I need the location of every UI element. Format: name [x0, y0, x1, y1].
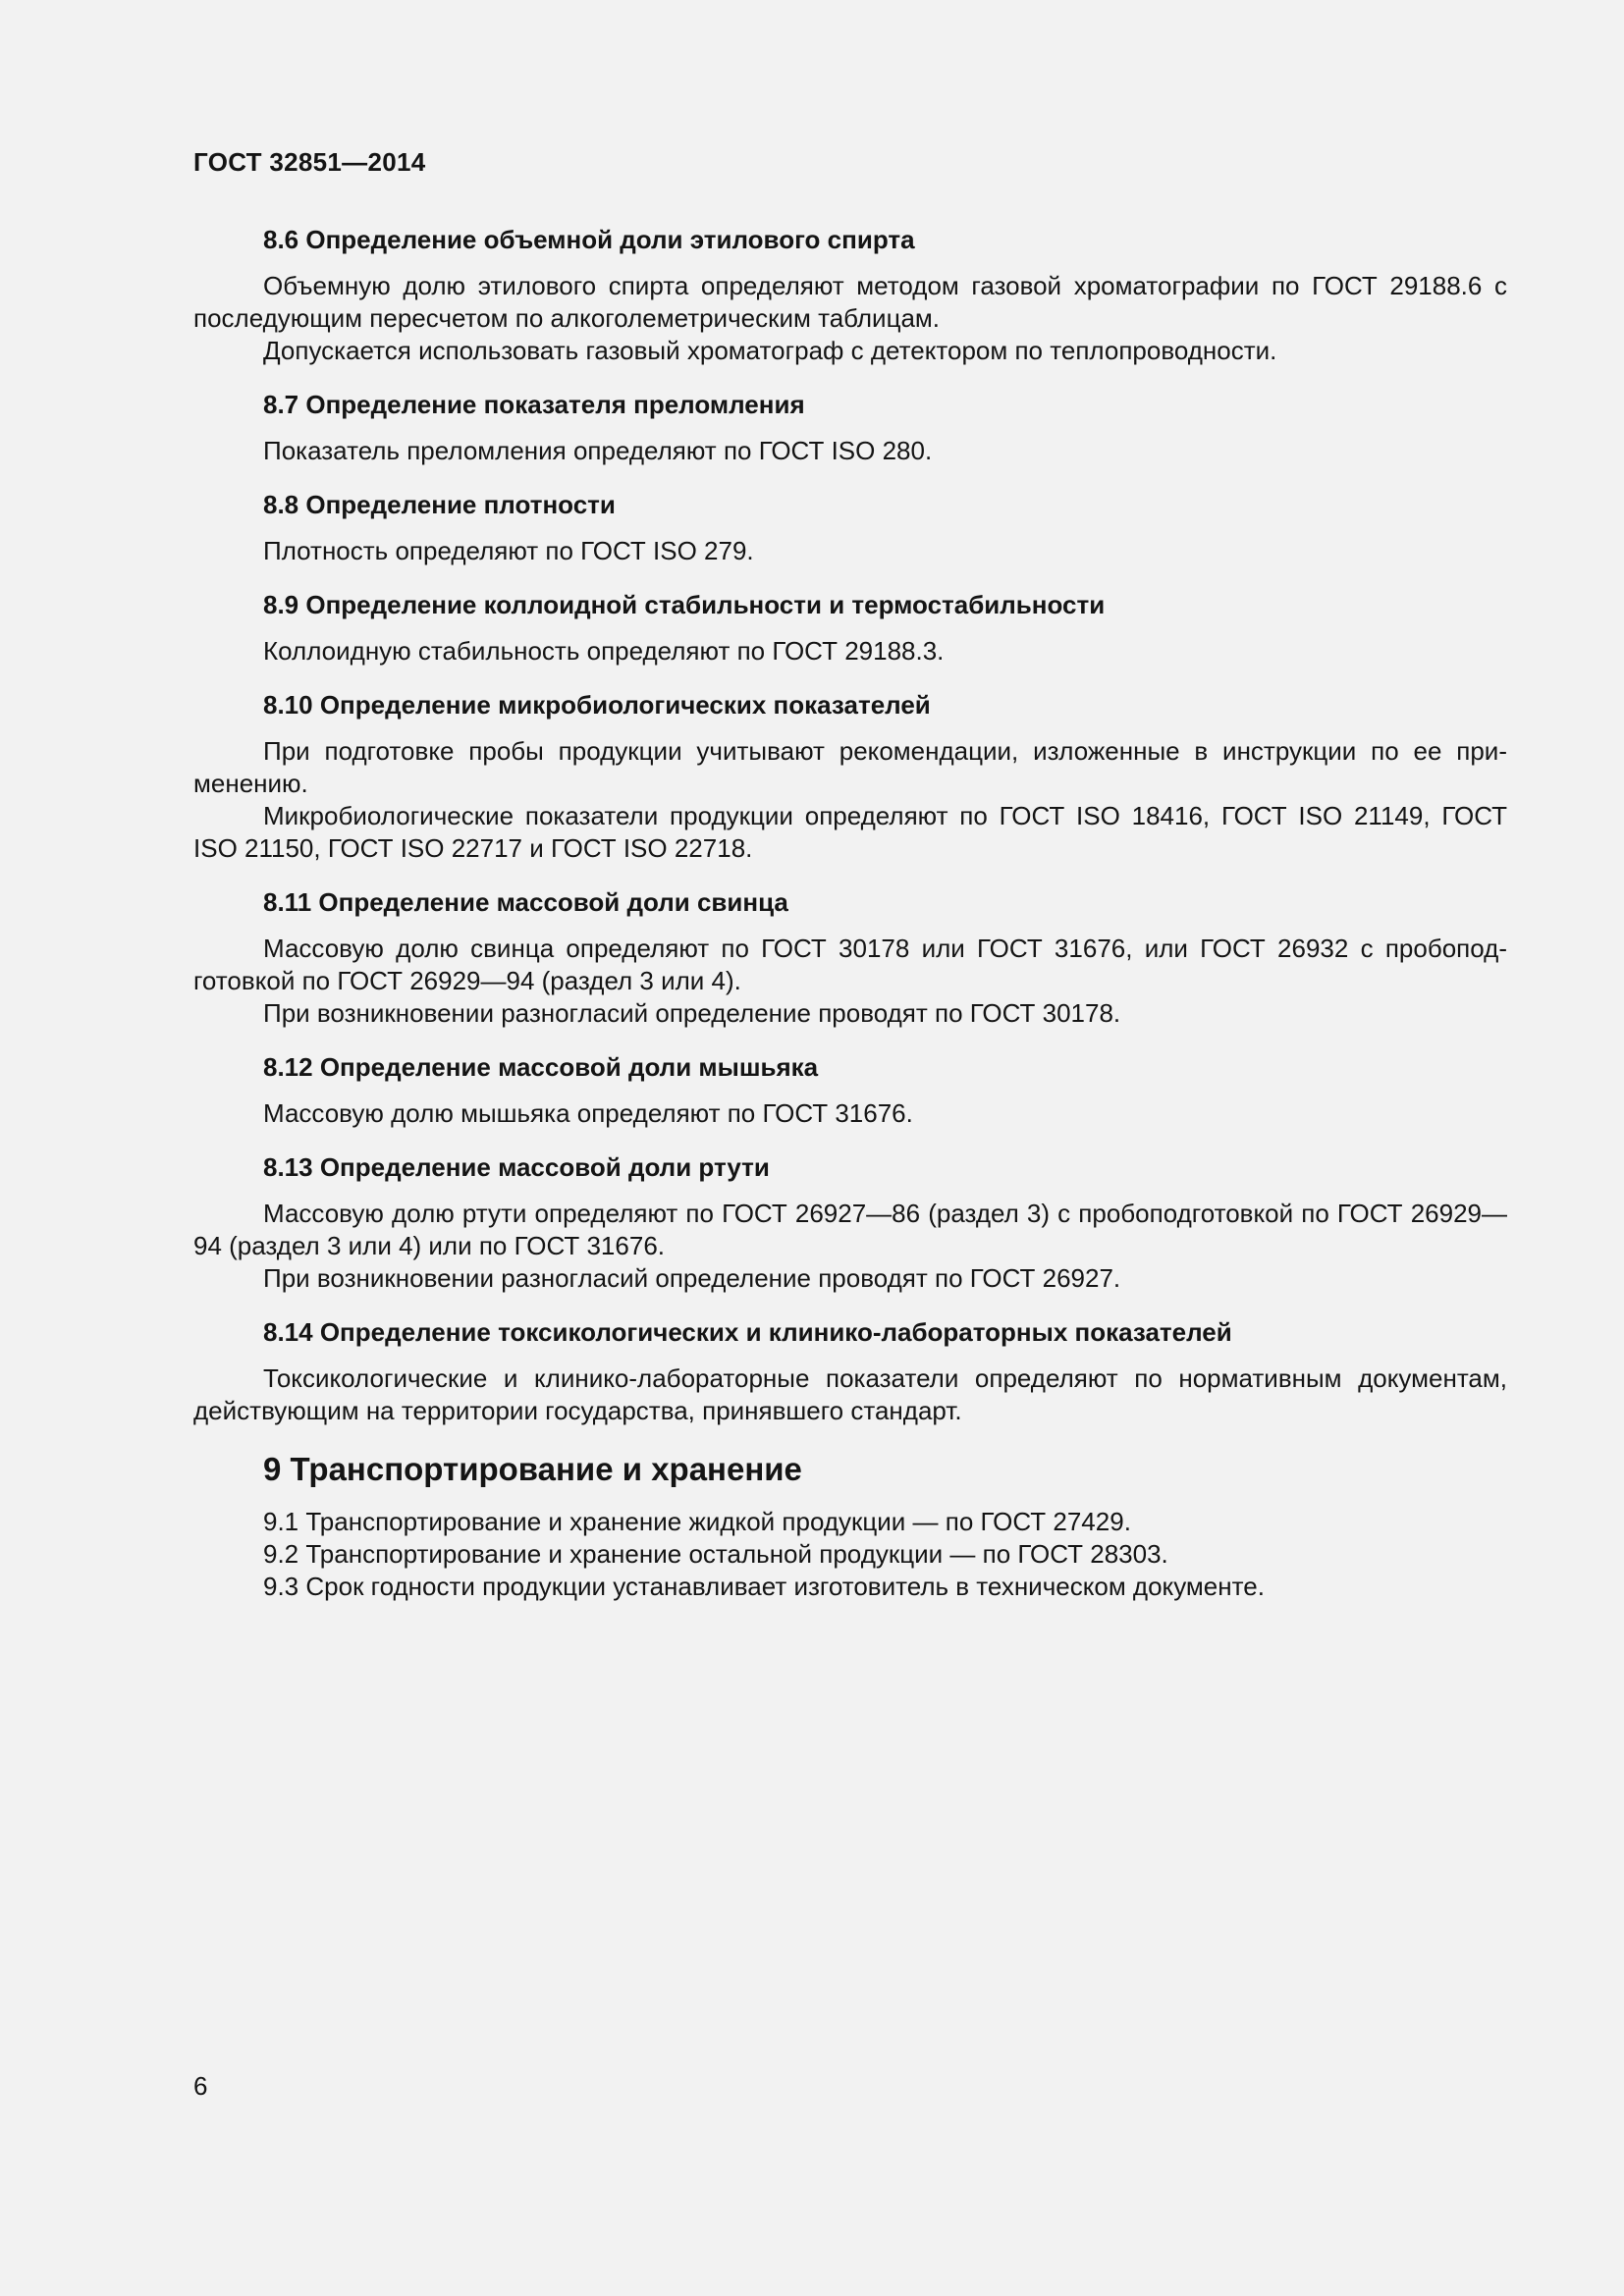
paragraph: Массовую долю ртути определяют по ГОСТ 26927—86 (раздел 3) с пробоподготовкой по ГОСТ 26929—94 (раздел 3 или 4) или по ГОСТ 31676.: [193, 1199, 1507, 1260]
paragraph: Допускается использовать газовый хроматограф с детектором по теплопроводности.: [263, 336, 1277, 365]
paragraph: При подготовке пробы продукции учитывают рекомендации, изложенные в инструкции по ее применению.: [193, 736, 1507, 798]
section-title: 8.13 Определение массовой доли ртути: [263, 1152, 770, 1182]
section-8-9: [193, 589, 1507, 667]
paragraph: 9.3 Срок годности продукции устанавливает изготовитель в техническом документе.: [263, 1572, 1265, 1601]
paragraph: Массовую долю свинца определяют по ГОСТ 30178 или ГОСТ 31676, или ГОСТ 26932 с пробоподготовкой по ГОСТ 26929—94 (раздел 3 или 4).: [193, 934, 1507, 995]
paragraph: Микробиологические показатели продукции определяют по ГОСТ ISO 18416, ГОСТ ISO 21149, ГОСТ ISO 21150, ГОСТ ISO 22717 и ГОСТ ISO 22718.: [193, 801, 1507, 863]
paragraph: 9.2 Транспортирование и хранение остальной продукции — по ГОСТ 28303.: [263, 1539, 1168, 1569]
section-title: 8.12 Определение массовой доли мышьяка: [263, 1052, 819, 1082]
section-8-11: [193, 886, 1507, 1030]
chapter-title: 9 Транспортирование и хранение: [263, 1451, 802, 1487]
paragraph: Коллоидную стабильность определяют по ГОСТ 29188.3.: [263, 636, 945, 666]
section-title: 8.14 Определение токсикологических и клинико-лабораторных показателей: [263, 1317, 1232, 1347]
paragraph: Показатель преломления определяют по ГОСТ ISO 280.: [263, 436, 933, 465]
section-8-6: [193, 224, 1507, 367]
section-8-12: [193, 1051, 1507, 1130]
paragraph: Токсикологические и клинико-лабораторные показатели определяют по нормативным документам, действующим на территории государства, принявшего стандарт.: [193, 1363, 1507, 1425]
section-title: 8.6 Определение объемной доли этилового спирта: [263, 225, 915, 254]
document-page: [193, 0, 1507, 2296]
section-title: 8.8 Определение плотности: [263, 490, 616, 519]
section-8-13: [193, 1151, 1507, 1295]
paragraph: Объемную долю этилового спирта определяют методом газовой хроматографии по ГОСТ 29188.6 с последующим пересчетом по алкоголеметрическим таблицам.: [193, 271, 1507, 333]
section-8-8: [193, 489, 1507, 567]
chapter-9: [193, 1449, 1507, 1603]
paragraph: При возникновении разногласий определение проводят по ГОСТ 26927.: [263, 1263, 1121, 1293]
section-title: 8.10 Определение микробиологических показателей: [263, 690, 931, 720]
page-number: 6: [193, 2071, 208, 2101]
paragraph: При возникновении разногласий определение проводят по ГОСТ 30178.: [263, 998, 1121, 1028]
section-8-14: [193, 1316, 1507, 1427]
paragraph: Плотность определяют по ГОСТ ISO 279.: [263, 536, 754, 565]
section-8-7: [193, 389, 1507, 467]
section-title: 8.7 Определение показателя преломления: [263, 390, 805, 419]
section-title: 8.9 Определение коллоидной стабильности и термостабильности: [263, 590, 1106, 619]
section-8-10: [193, 689, 1507, 865]
paragraph: Массовую долю мышьяка определяют по ГОСТ 31676.: [263, 1098, 913, 1128]
paragraph: 9.1 Транспортирование и хранение жидкой продукции — по ГОСТ 27429.: [263, 1507, 1131, 1536]
document-content: [193, 224, 1507, 1603]
document-code-header: ГОСТ 32851—2014: [193, 147, 426, 177]
section-title: 8.11 Определение массовой доли свинца: [263, 887, 788, 917]
